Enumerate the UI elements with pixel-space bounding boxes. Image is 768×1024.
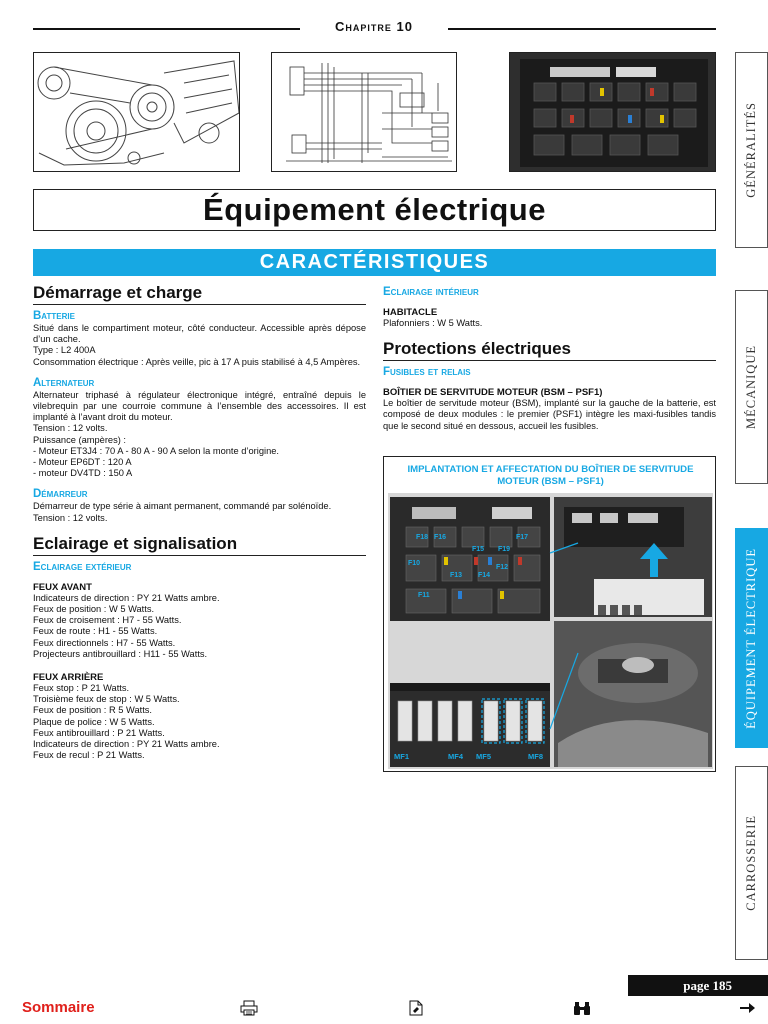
subheading-fusibles: Fusibles et relais [383, 366, 471, 379]
batterie-line: Situé dans le compartiment moteur, côté conducteur. Accessible après dépose d’un cache. [33, 323, 366, 345]
print-icon[interactable] [240, 1000, 258, 1016]
subheading-demarreur: Démarreur [33, 488, 88, 501]
header-rule-left [33, 28, 300, 30]
fuse-label: F18 [416, 534, 429, 541]
sommaire-link[interactable]: Sommaire [22, 999, 95, 1016]
subheading-alternateur: Alternateur [33, 376, 95, 389]
subheading-eclairage-exterieur: Eclairage extérieur [33, 560, 132, 573]
alternateur-line: - Moteur ET3J4 : 70 A - 80 A - 90 A selon la monte d’origine. [33, 445, 279, 456]
tab-carrosserie[interactable]: CARROSSERIE [735, 766, 768, 960]
fuse-label: F16 [434, 534, 447, 541]
boitier-title: BOÎTIER DE SERVITUDE MOTEUR (BSM – PSF1) [383, 387, 603, 399]
feux-arriere-line: Feux de position : R 5 Watts. [33, 705, 153, 716]
feux-arriere-line: Feux antibrouillard : P 21 Watts. [33, 727, 165, 738]
arrow-right-icon[interactable] [738, 1000, 756, 1016]
alternateur-line: Tension : 12 volts. [33, 423, 108, 434]
page-number: page 185 [628, 975, 768, 996]
wiring-diagram-thumbnail [271, 52, 457, 172]
fuse-label: F14 [478, 572, 491, 579]
header-rule-right [448, 28, 716, 30]
heading-protections: Protections électriques [383, 339, 716, 361]
feux-arriere-line: Plaque de police : W 5 Watts. [33, 716, 155, 727]
feux-arriere-line: Indicateurs de direction : PY 21 Watts ambre. [33, 739, 220, 750]
heading-eclairage: Eclairage et signalisation [33, 534, 366, 556]
fuse-label: F11 [418, 592, 430, 599]
document-icon[interactable] [407, 1000, 425, 1016]
feux-avant-line: Feux directionnels : H7 - 55 Watts. [33, 637, 176, 648]
subheading-eclairage-interieur: Eclairage intérieur [383, 286, 479, 298]
binoculars-icon[interactable] [573, 1000, 591, 1016]
fuse-label: F15 [472, 546, 485, 553]
feux-avant-title: FEUX AVANT [33, 581, 92, 593]
batterie-line: Type : L2 400A [33, 345, 96, 356]
page-title: Équipement électrique [203, 192, 546, 227]
feux-avant-line: Feux de route : H1 - 55 Watts. [33, 626, 158, 637]
fuse-label: F10 [408, 560, 421, 567]
main-title-box [33, 189, 716, 231]
alternateur-text: Alternateur triphasé à régulateur électronique intégré, entraîné depuis le vilebrequin par une courroie commune à l’ensemble des accessoires. Il est implanté à l’avant droit du moteur. [33, 389, 366, 423]
batterie-line: Consommation électrique : Après veille, pic à 17 A puis stabilisé à 4,5 Ampères. [33, 356, 361, 367]
habitacle-title: HABITACLE [383, 307, 438, 318]
fuse-label: F12 [496, 564, 509, 571]
fuse-label: F13 [450, 572, 463, 579]
right-column [383, 283, 716, 432]
fuse-box-figure [383, 456, 716, 772]
section-band: CARACTÉRISTIQUES [33, 249, 716, 276]
demarreur-line: Tension : 12 volts. [33, 512, 108, 523]
fuse-box-diagram [388, 493, 713, 769]
tab-equipement-electrique[interactable]: ÉQUIPEMENT ÉLECTRIQUE [735, 528, 768, 748]
feux-avant-line: Feux de croisement : H7 - 55 Watts. [33, 615, 182, 626]
alternateur-line: Puissance (ampères) : [33, 434, 127, 445]
subheading-batterie: Batterie [33, 310, 75, 322]
feux-arriere-title: FEUX ARRIÈRE [33, 672, 104, 684]
feux-avant-line: Projecteurs antibrouillard : H11 - 55 Watts. [33, 648, 208, 659]
tab-mecanique[interactable]: MÉCANIQUE [735, 290, 768, 484]
demarreur-line: Démarreur de type série à aimant permanent, commandé par solénoïde. [33, 501, 332, 512]
left-column [33, 283, 366, 761]
feux-avant-line: Indicateurs de direction : PY 21 Watts ambre. [33, 592, 220, 603]
maxi-fuse-label: MF4 [448, 752, 463, 761]
alternateur-line: - moteur DV4TD : 150 A [33, 468, 133, 479]
tab-generalites[interactable]: GÉNÉRALITÉS [735, 52, 768, 248]
heading-demarrage: Démarrage et charge [33, 283, 366, 305]
alternateur-line: - Moteur EP6DT : 120 A [33, 457, 132, 468]
fuse-box-photo [509, 52, 716, 172]
maxi-fuse-label: MF5 [476, 752, 491, 761]
maxi-fuse-label: MF1 [394, 752, 409, 761]
figure-caption: IMPLANTATION ET AFFECTATION DU BOÎTIER DE SERVITUDE MOTEUR (BSM – PSF1) [407, 464, 694, 487]
habitacle-line: Plafonniers : W 5 Watts. [383, 318, 483, 328]
feux-arriere-line: Troisième feux de stop : W 5 Watts. [33, 694, 180, 705]
fuse-label: F19 [498, 546, 511, 553]
feux-arriere-line: Feux stop : P 21 Watts. [33, 683, 130, 694]
boitier-text: Le boîtier de servitude moteur (BSM), implanté sur la gauche de la batterie, est composé de deux modules : le premier (PSF1) intègre les maxi-fusibles tandis que le second situé en dessous, accueil les fusibles. [383, 398, 716, 431]
maxi-fuse-label: MF8 [528, 752, 543, 761]
feux-avant-line: Feux de position : W 5 Watts. [33, 604, 155, 615]
alternator-drawing [33, 52, 240, 172]
fuse-label: F17 [516, 534, 529, 541]
chapter-title: Chapitre 10 [335, 19, 413, 34]
feux-arriere-line: Feux de recul : P 21 Watts. [33, 750, 145, 761]
